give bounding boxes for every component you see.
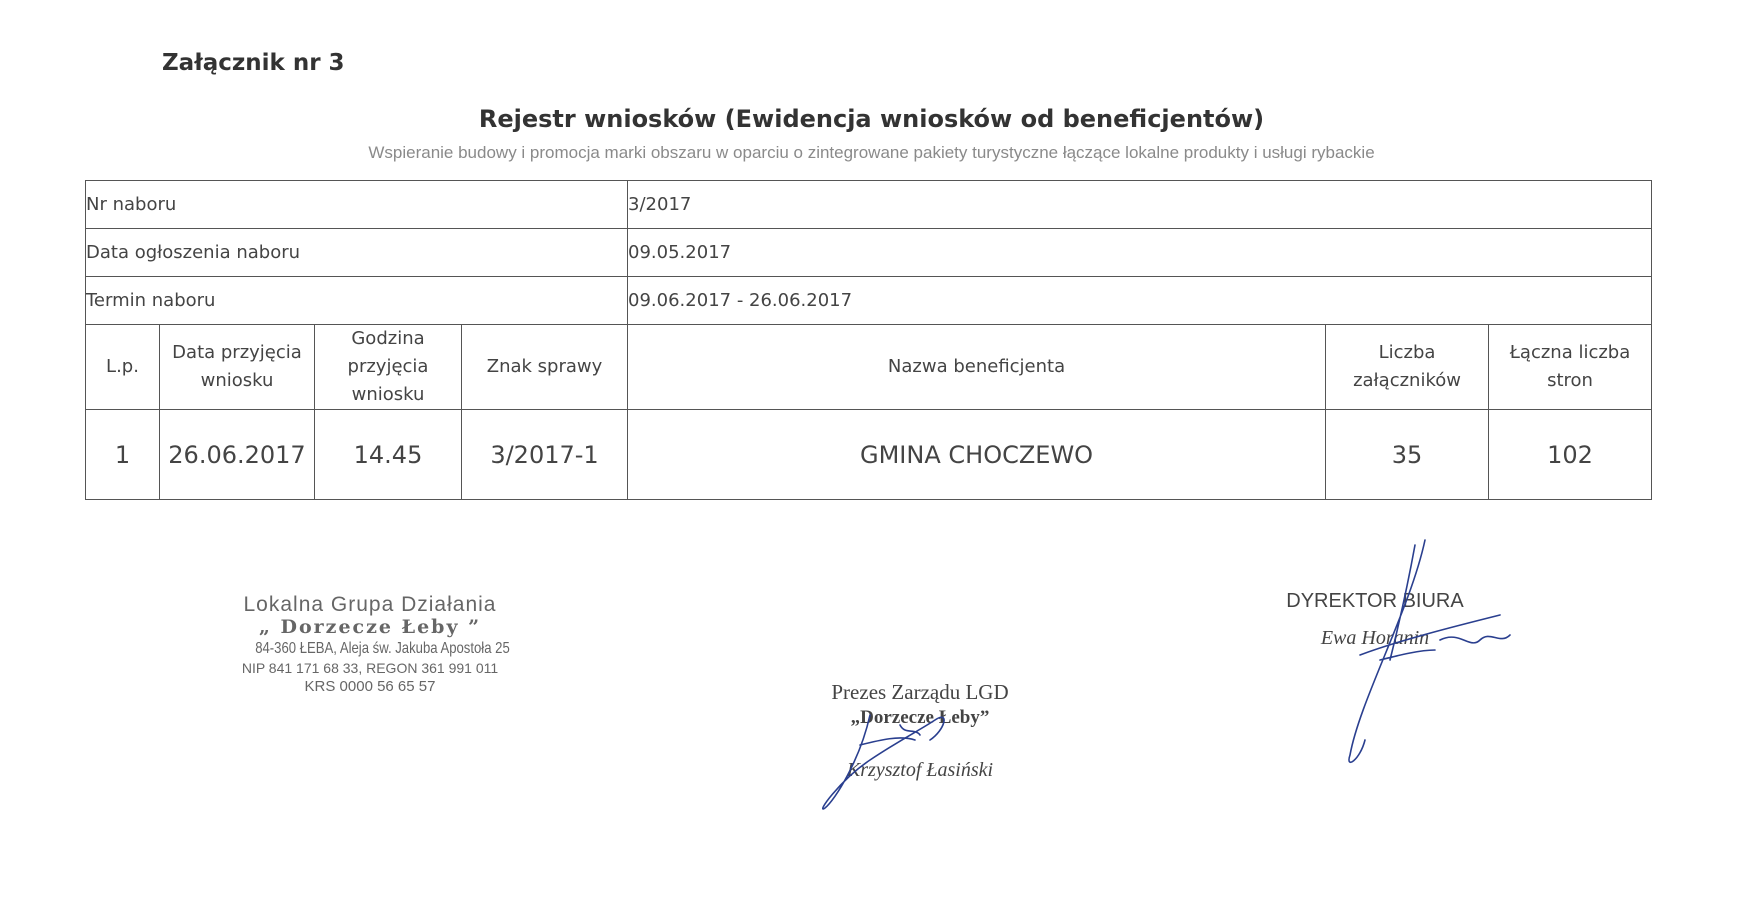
page-subtitle: Wspieranie budowy i promocja marki obszaru w oparciu o zintegrowane pakiety turystyczne łączące lokalne produkty i usługi rybackie [368,143,1375,162]
info-value: 09.05.2017 [628,229,1652,277]
info-label: Termin naboru [86,277,628,325]
cell-pages: 102 [1489,410,1652,500]
info-value: 3/2017 [628,181,1652,229]
header-case: Znak sprawy [462,325,628,410]
president-name: Krzysztof Łasiński [846,759,994,781]
table-row [86,410,1652,500]
president-org: „Dorzecze Łeby” [850,707,990,728]
director-title: DYREKTOR BIURA [1286,590,1464,612]
stamp-line-3: 84-360 ŁEBA, Aleja św. Jakuba Apostoła 25 [255,640,510,657]
header-time: Godzina przyjęcia wniosku [315,325,462,410]
president-signature-block [805,680,1035,782]
cell-attachments: 35 [1326,410,1489,500]
director-name: Ewa Horanin [1320,627,1430,649]
header-attachments: Liczba załączników [1326,325,1489,410]
info-row-recruitment-number [86,181,1652,229]
cell-name: GMINA CHOCZEWO [628,410,1326,500]
attachment-label: Załącznik nr 3 [162,50,345,76]
cell-lp: 1 [86,410,160,500]
info-row-announcement-date [86,229,1652,277]
director-signature-block [1255,590,1495,650]
stamp-line-2: „ Dorzecze Łeby ” [258,616,482,638]
header-date: Data przyjęcia wniosku [160,325,315,410]
page-title: Rejestr wniosków (Ewidencja wniosków od beneficjentów) [478,105,1265,133]
register-table [85,180,1652,500]
cell-date: 26.06.2017 [160,410,315,500]
organization-stamp [230,593,510,695]
president-title: Prezes Zarządu LGD [831,680,1009,704]
info-label: Data ogłoszenia naboru [86,229,628,277]
stamp-line-5: KRS 0000 56 65 57 [304,678,436,695]
cell-case: 3/2017-1 [462,410,628,500]
table-header-row [86,325,1652,410]
director-signature [1349,540,1510,762]
header-name: Nazwa beneficjenta [628,325,1326,410]
info-label: Nr naboru [86,181,628,229]
info-value: 09.06.2017 - 26.06.2017 [628,277,1652,325]
cell-time: 14.45 [315,410,462,500]
info-row-recruitment-period [86,277,1652,325]
stamp-line-1: Lokalna Grupa Działania [243,593,497,616]
header-pages: Łączna liczba stron [1489,325,1652,410]
stamp-line-4: NIP 841 171 68 33, REGON 361 991 011 [241,660,499,676]
header-lp: L.p. [86,325,160,410]
